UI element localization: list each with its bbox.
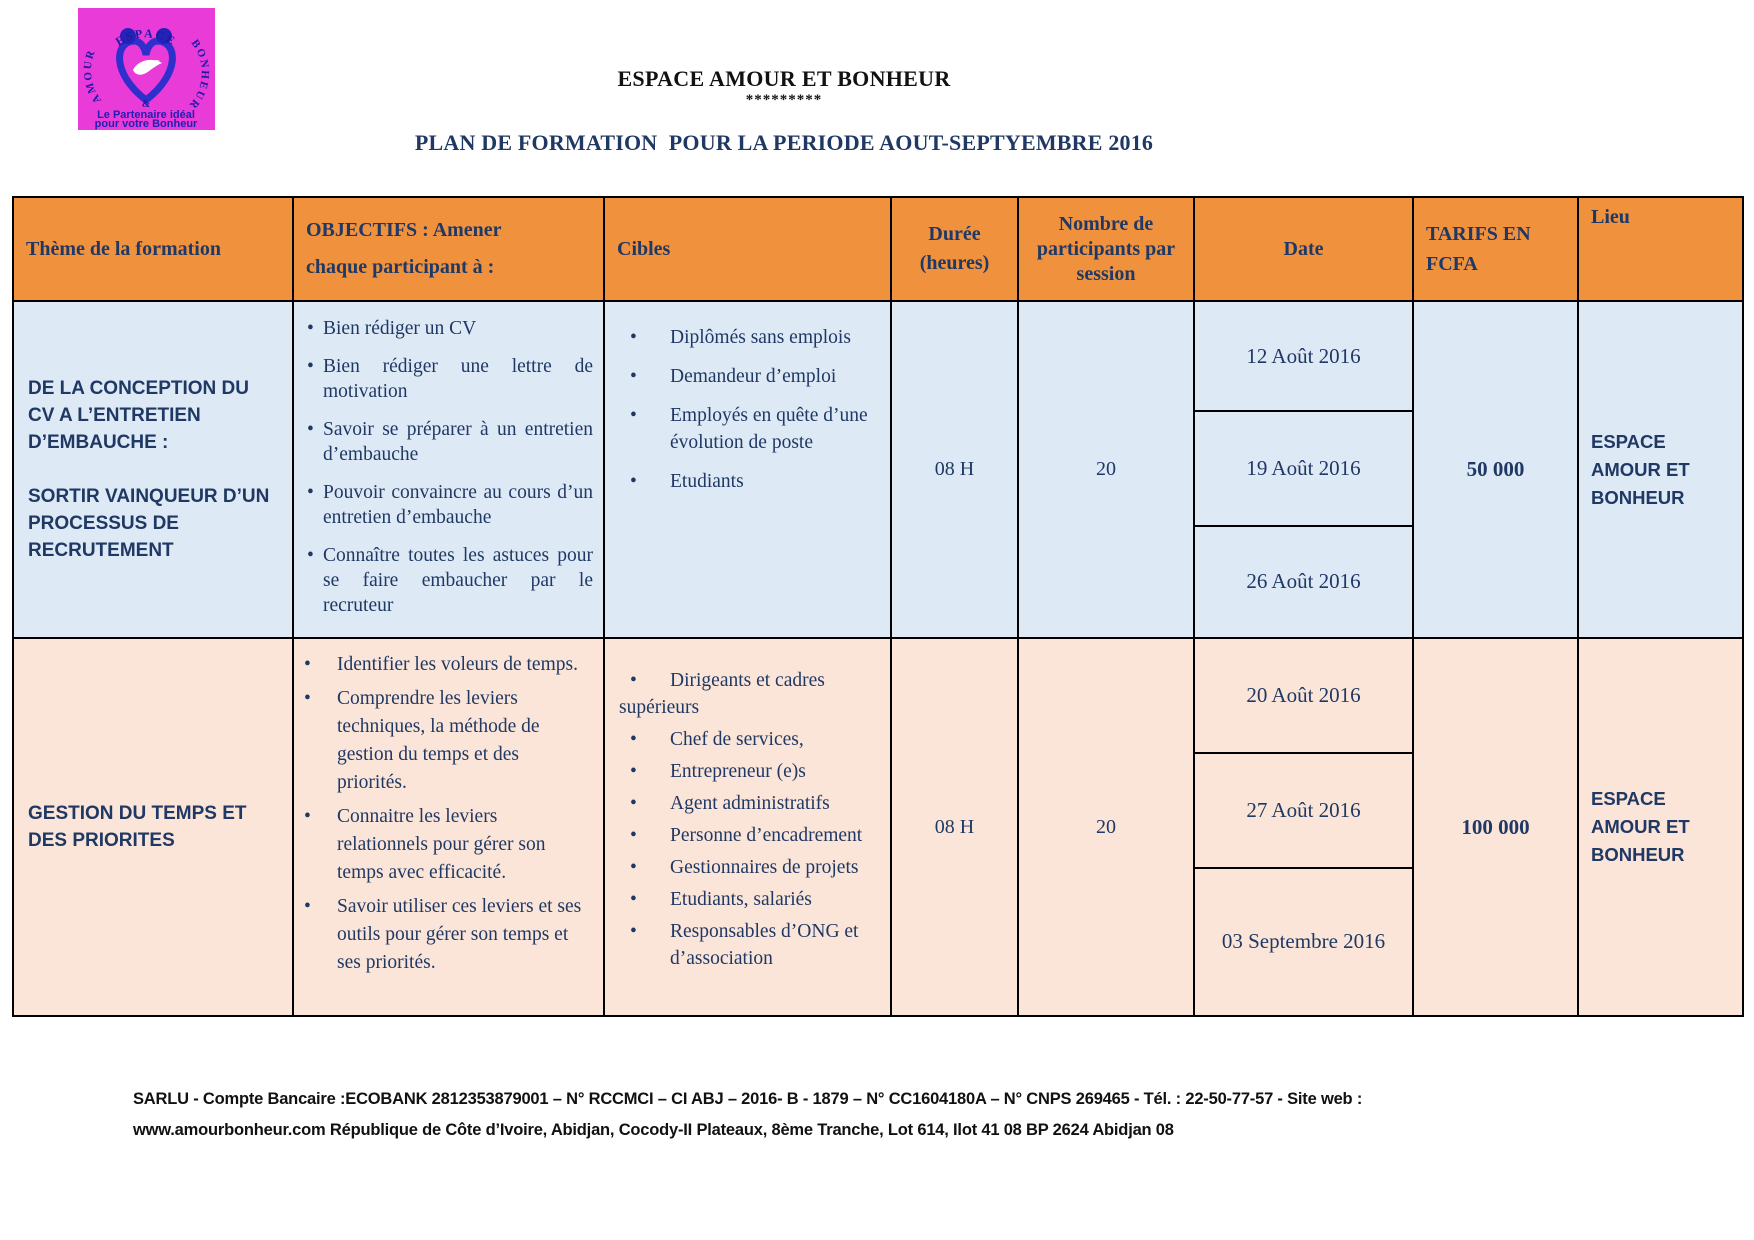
row1-tarif-cell [1414, 302, 1579, 639]
row1-theme-cell [14, 302, 294, 639]
cible-item: • Etudiants, salariés [619, 886, 884, 913]
cible-item: • Chef de services, [619, 726, 884, 753]
column-header-theme-label: Thème de la formation [26, 237, 221, 260]
cible-item: • Personne d’encadrement [619, 822, 884, 849]
document-footer [133, 1084, 1633, 1146]
logo-tagline-line2: pour votre Bonheur [94, 118, 198, 130]
objectif-item: • Identifier les voleurs de temps. [294, 651, 595, 679]
date-subcell: 19 Août 2016 [1195, 412, 1412, 526]
row1-lieu-cell [1579, 302, 1742, 639]
cible-item: • Dirigeants et cadres supérieurs [619, 667, 884, 721]
objectif-item: • Connaître toutes les astuces pour se faire embaucher par le recruteur [306, 543, 593, 618]
row2-cibles-cell [605, 639, 892, 1015]
column-header-objectifs [294, 198, 605, 302]
row2-tarif-cell [1414, 639, 1579, 1015]
title-separator-stars: ********* [745, 92, 823, 108]
cible-item: • Responsables d’ONG et d’association [619, 918, 884, 972]
row2-objectifs-cell [294, 639, 605, 1015]
page-title: PLAN DE FORMATION POUR LA PERIODE AOUT-SEPTYEMBRE 2016 [414, 130, 1154, 155]
organization-title: ESPACE AMOUR ET BONHEUR [617, 66, 951, 91]
column-header-lieu-label: Lieu [1591, 206, 1630, 228]
objectif-item: • Pouvoir convaincre au cours d’un entretien d’embauche [306, 480, 593, 530]
row1-lieu-value: ESPACE AMOUR ET BONHEUR [1591, 430, 1690, 508]
column-header-objectifs-line1: OBJECTIFS : Amener [306, 219, 502, 241]
column-header-theme [14, 198, 294, 302]
cible-item: • Entrepreneur (e)s [619, 758, 884, 785]
row1-objectifs-cell [294, 302, 605, 639]
row2-dates-cell [1195, 639, 1414, 1015]
logo-tagline-line1: Le Partenaire idéal [97, 109, 195, 121]
row2-theme-cell [14, 639, 294, 1015]
column-header-date-label: Date [1283, 237, 1324, 260]
objectif-item: • Savoir se préparer à un entretien d’embauche [306, 417, 593, 467]
row2-theme-part1: GESTION DU TEMPS ET DES PRIORITES [28, 803, 247, 851]
objectif-item: • Savoir utiliser ces leviers et ses outils pour gérer son temps et ses priorités. [294, 893, 595, 977]
row2-lieu-value: ESPACE AMOUR ET BONHEUR [1591, 788, 1690, 865]
cible-item: • Diplômés sans emplois [619, 324, 884, 351]
row1-participants-cell [1019, 302, 1195, 639]
column-header-duree [892, 198, 1019, 302]
row2-duree-cell [892, 639, 1019, 1015]
logo-arc-left-text: AMOUR [81, 47, 104, 106]
date-subcell: 12 Août 2016 [1195, 302, 1412, 412]
footer-line2: www.amourbonheur.com République de Côte d’Ivoire, Abidjan, Cocody-II Plateaux, 8ème Tranche, Lot 614, Ilot 41 08 BP 2624 Abidjan 08 [133, 1121, 1174, 1139]
logo-arc-right-text: BONHEUR [185, 37, 212, 113]
column-header-cibles-label: Cibles [617, 237, 671, 260]
logo-arc-top-text: ESPACE [112, 26, 180, 49]
date-subcell: 03 Septembre 2016 [1221, 928, 1386, 953]
column-header-objectifs-line2: chaque participant à : [306, 256, 495, 278]
row2-participants-value: 20 [1096, 815, 1116, 838]
row1-cibles-cell [605, 302, 892, 639]
column-header-cibles [605, 198, 892, 302]
row2-duree-value: 08 H [934, 815, 975, 838]
row2-participants-cell [1019, 639, 1195, 1015]
row1-theme-part1: DE LA CONCEPTION DU CV A L’ENTRETIEN D’EMBAUCHE : [28, 378, 249, 453]
column-header-duree-line2: (heures) [919, 252, 990, 274]
row2-tarif-value: 100 000 [1461, 814, 1530, 839]
column-header-tarifs [1414, 198, 1579, 302]
column-header-participants [1019, 198, 1195, 302]
date-subcell: 27 Août 2016 [1195, 754, 1412, 869]
cible-item: • Etudiants [619, 468, 884, 495]
footer-line1: SARLU - Compte Bancaire :ECOBANK 2812353879001 – N° RCCMCI – CI ABJ – 2016- B - 1879 – N° CC1604180A – N° CNPS 269465 - Tél. : 22-50-77-57 - Site web : [133, 1090, 1363, 1108]
cible-item: • Agent administratifs [619, 790, 884, 817]
date-subcell: 26 Août 2016 [1246, 569, 1361, 594]
column-header-lieu [1579, 198, 1742, 302]
training-plan-table [12, 196, 1744, 1017]
objectif-item: • Connaitre les leviers relationnels pour gérer son temps avec efficacité. [294, 803, 595, 887]
row1-duree-cell [892, 302, 1019, 639]
column-header-date [1195, 198, 1414, 302]
cible-item: • Gestionnaires de projets [619, 854, 884, 881]
row2-lieu-cell [1579, 639, 1742, 1015]
date-subcell: 20 Août 2016 [1195, 639, 1412, 754]
column-header-participants-label: Nombre de participants par session [1036, 212, 1176, 285]
row1-duree-value: 08 H [934, 458, 975, 480]
logo-ampersand: & [141, 99, 151, 110]
column-header-tarifs-label: TARIFS EN FCFA [1426, 223, 1531, 275]
column-header-duree-line1: Durée [928, 223, 981, 245]
cible-item: • Demandeur d’emploi [619, 363, 884, 390]
row1-theme-part2: SORTIR VAINQUEUR D’UN PROCESSUS DE RECRUTEMENT [28, 486, 270, 561]
objectif-item: • Comprendre les leviers techniques, la méthode de gestion du temps et des priorités. [294, 685, 595, 797]
cible-item: • Employés en quête d’une évolution de poste [619, 402, 884, 456]
row1-participants-value: 20 [1096, 458, 1116, 480]
objectif-item: • Bien rédiger un CV [306, 316, 593, 341]
row1-tarif-value: 50 000 [1466, 457, 1525, 481]
objectif-item: • Bien rédiger une lettre de motivation [306, 354, 593, 404]
row1-dates-cell [1195, 302, 1414, 639]
